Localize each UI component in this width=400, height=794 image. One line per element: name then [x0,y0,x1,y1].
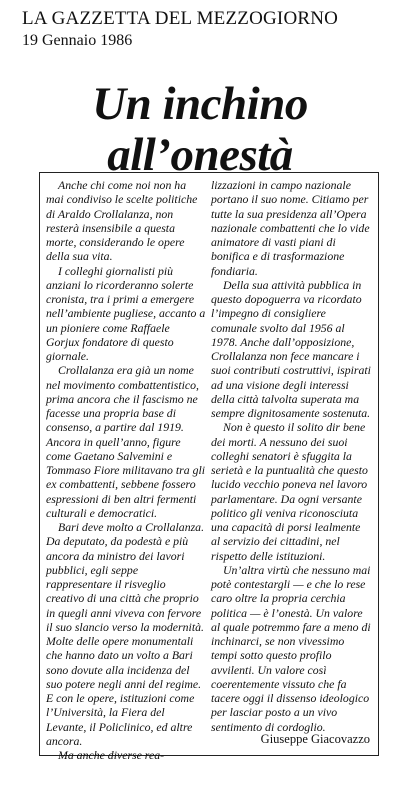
article-paragraph: Della sua attività pubblica in questo dopoguerra va ricordato l’impegno di consigliere comunale svolto dal 1956 al 1978. Anche dall’opposizione, Crollalanza non fece mancare i suoi contributi costruttivi, ispirati ad una visione degli interessi della città talvolta superata ma sempre dignitosamente sostenuta. [211,277,371,420]
article-paragraph: I colleghi giornalisti più anziani lo ricorderanno solerte cronista, tra i primi a emergere nell’ambiente pugliese, accanto a un pioniere come Raffaele Gorjux fondatore di questo giornale. [46,263,206,363]
article-column-left [46,178,206,762]
article-paragraph: Bari deve molto a Crollalanza. Da deputato, da podestà e più ancora da ministro dei lavori pubblici, egli seppe rappresentare il risveglio creativo di una città che proprio in quegli anni viveva con fervore il suo slancio verso la modernità. Molte delle opere monumentali che hanno dato un volto a Bari sono dovute alla incidenza del suo potere negli anni del regime. E con le opere, istituzioni come l’Università, la Fiera del Levante, il Policlinico, ed altre ancora. [46,520,205,748]
article-column-right [211,178,371,734]
article-paragraph: lizzazioni in campo nazionale portano il suo nome. Citiamo per tutte la sua presidenza all’Opera nazionale combattenti che lo vide animatore di vasti piani di bonifica e di trasformazione fondiaria. [211,178,370,278]
article-paragraph: Un’altra virtù che nessuno mai potè contestargli — e che lo rese caro oltre la propria cerchia politica — è l’onestà. Un valore al quale potremmo fare a meno di inchinarci, se non vivessimo tempi sotto questo profilo avvilenti. Un valore così coerentemente vissuto che fa tacere oggi il dissenso ideologico per lasciar posto a un vivo sentimento di cordoglio. [211,562,371,734]
newspaper-masthead: LA GAZZETTA DEL MEZZOGIORNO [22,8,339,29]
article-paragraph: Non è questo il solito dir bene dei morti. A nessuno dei suoi colleghi senatori è sfuggita la serietà e la puntualità che questo lucido vecchio poneva nel lavoro parlamentare. Da ogni versante politico gli veniva riconosciuta una capacità di porsi lealmente al servizio dei cittadini, nel rispetto delle istituzioni. [211,420,368,563]
publication-date: 19 Gennaio 1986 [22,32,133,49]
article-paragraph: Ma anche diverse rea- [58,748,165,762]
headline-line-1: Un inchino [92,78,308,130]
article-frame [39,172,379,762]
article-paragraph: Anche chi come noi non ha mai condiviso le scelte politiche di Araldo Crollalanza, non resterà insensibile a questa morte, considerando le opere della sua vita. [46,178,198,264]
author-signature: Giuseppe Giacovazzo [260,732,370,746]
article-paragraph: Crollalanza era già un nome nel movimento combattentistico, prima ancora che il fascismo ne facesse una propria base di consenso, a partire dal 1919. Ancora in quell’anno, figure come Gaetano Salvemini e Tommaso Fiore militavano tra gli ex combattenti, sebbene fossero espressioni di ben altri fermenti culturali e democratici. [46,363,206,520]
headline-line-2: all’onestà [107,129,293,181]
